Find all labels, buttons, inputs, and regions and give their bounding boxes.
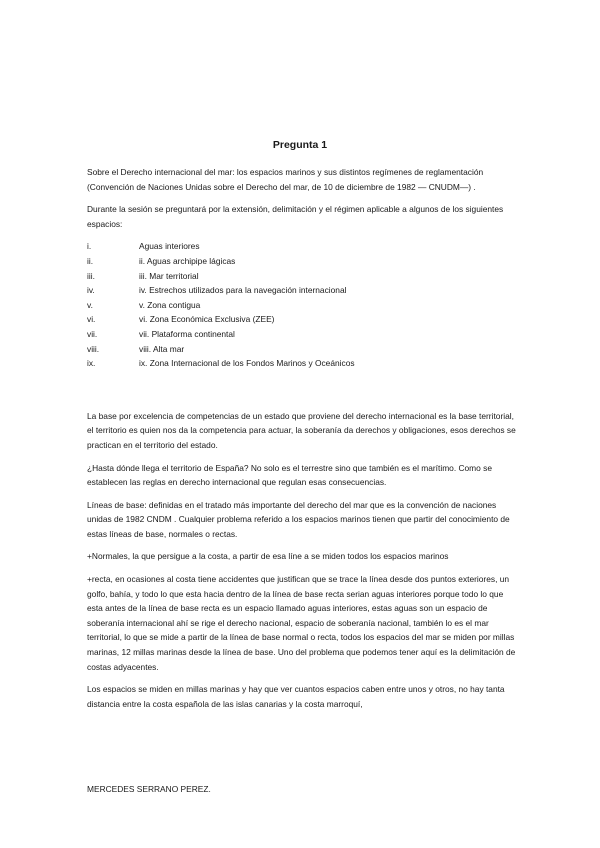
- list-item-number: viii.: [87, 343, 100, 354]
- body-paragraph: La base por excelencia de competencias de un estado que proviene del derecho internacional es la base territorial, el territorio es quien nos da la competencia para actuar, la soberanía da derechos y obligaciones, esos derechos se practican en el territorio del estado.: [87, 410, 516, 450]
- list-item-text: ix. Zona Internacional de los Fondos Marinos y Oceánicos: [139, 358, 355, 369]
- body-paragraph: +Normales, la que persigue a la costa, a partir de esa líne a se miden todos los espacios marinos: [87, 551, 449, 562]
- list-item-text: vi. Zona Económica Exclusiva (ZEE): [139, 314, 275, 325]
- list-item: [87, 254, 517, 269]
- body-paragraph: ¿Hasta dónde llega el territorio de España? No solo es el terrestre sino que también es el marítimo. Como se establecen las reglas en derecho internacional que regulan esas consecuencias.: [87, 462, 492, 488]
- list-item-number: vii.: [87, 328, 98, 339]
- document-body: [87, 165, 517, 719]
- body-paragraph: Líneas de base: definidas en el tratado más importante del derecho del mar que es la convención de naciones unidas de 1982 CNDM . Cualquier problema referido a los espacios marinos tienen que partir del conocimiento de estas líneas de base, normales o rectas.: [87, 499, 510, 539]
- intro-paragraph: Sobre el Derecho internacional del mar: los espacios marinos y sus distintos regímenes de reglamentación (Convención de Naciones Unidas sobre el Derecho del mar, de 10 de diciembre de 1982 — CNUDM—) .: [87, 167, 484, 192]
- body-paragraph: Los espacios se miden en millas marinas y hay que ver cuantos espacios caben entre unos y otros, no hay tanta distancia entre la costa española de las islas canarias y la costa marroquí,: [87, 684, 505, 709]
- list-item: [87, 342, 517, 357]
- page-title: Pregunta 1: [272, 139, 328, 151]
- list-item-number: iii.: [87, 270, 95, 281]
- list-item: [87, 356, 517, 371]
- list-item: [87, 312, 517, 327]
- list-item: [87, 298, 517, 313]
- list-item-number: vi.: [87, 314, 96, 325]
- list-item-text: viii. Alta mar: [139, 343, 185, 354]
- list-item-text: Aguas interiores: [139, 241, 200, 252]
- list-item-number: ix.: [87, 358, 96, 369]
- spaces-list: [87, 239, 517, 370]
- list-item-text: vii. Plataforma continental: [139, 328, 235, 339]
- list-item: [87, 239, 517, 254]
- list-item-number: i.: [87, 241, 92, 252]
- list-item-text: v. Zona contigua: [139, 299, 201, 310]
- list-item-text: iii. Mar territorial: [139, 270, 199, 281]
- list-item-text: iv. Estrechos utilizados para la navegación internacional: [139, 285, 347, 296]
- intro-paragraph: Durante la sesión se preguntará por la extensión, delimitación y el régimen aplicable a algunos de los siguientes espacios:: [87, 204, 504, 229]
- list-item-text: ii. Aguas archipipe lágicas: [139, 255, 236, 266]
- list-item: [87, 269, 517, 284]
- list-item-number: v.: [87, 299, 93, 310]
- author-footer: MERCEDES SERRANO PEREZ.: [87, 784, 211, 794]
- list-item-number: iv.: [87, 285, 95, 296]
- body-paragraph: +recta, en ocasiones al costa tiene accidentes que justifican que se trace la línea desde dos puntos exteriores, un golfo, bahía, y todo lo que esta hacia dentro de la línea de base recta serian aguas interiores porque todo lo que esta antes de la línea de base recta es un espacio llamado aguas interiores, estas aguas son un espacio de soberanía internacional ahí se rige el derecho nacional, espacio de soberanía nacional, también lo es el mar territorial, lo que se mide a partir de la línea de base normal o recta, todos los espacios del mar se miden por millas marinas, 12 millas marinas desde la línea de base. Uno del problema que podemos tener aquí es la delimitación de costas adyacentes.: [87, 574, 516, 672]
- list-item: [87, 283, 517, 298]
- section-gap: [87, 391, 517, 409]
- list-item-number: ii.: [87, 255, 94, 266]
- list-item: [87, 327, 517, 342]
